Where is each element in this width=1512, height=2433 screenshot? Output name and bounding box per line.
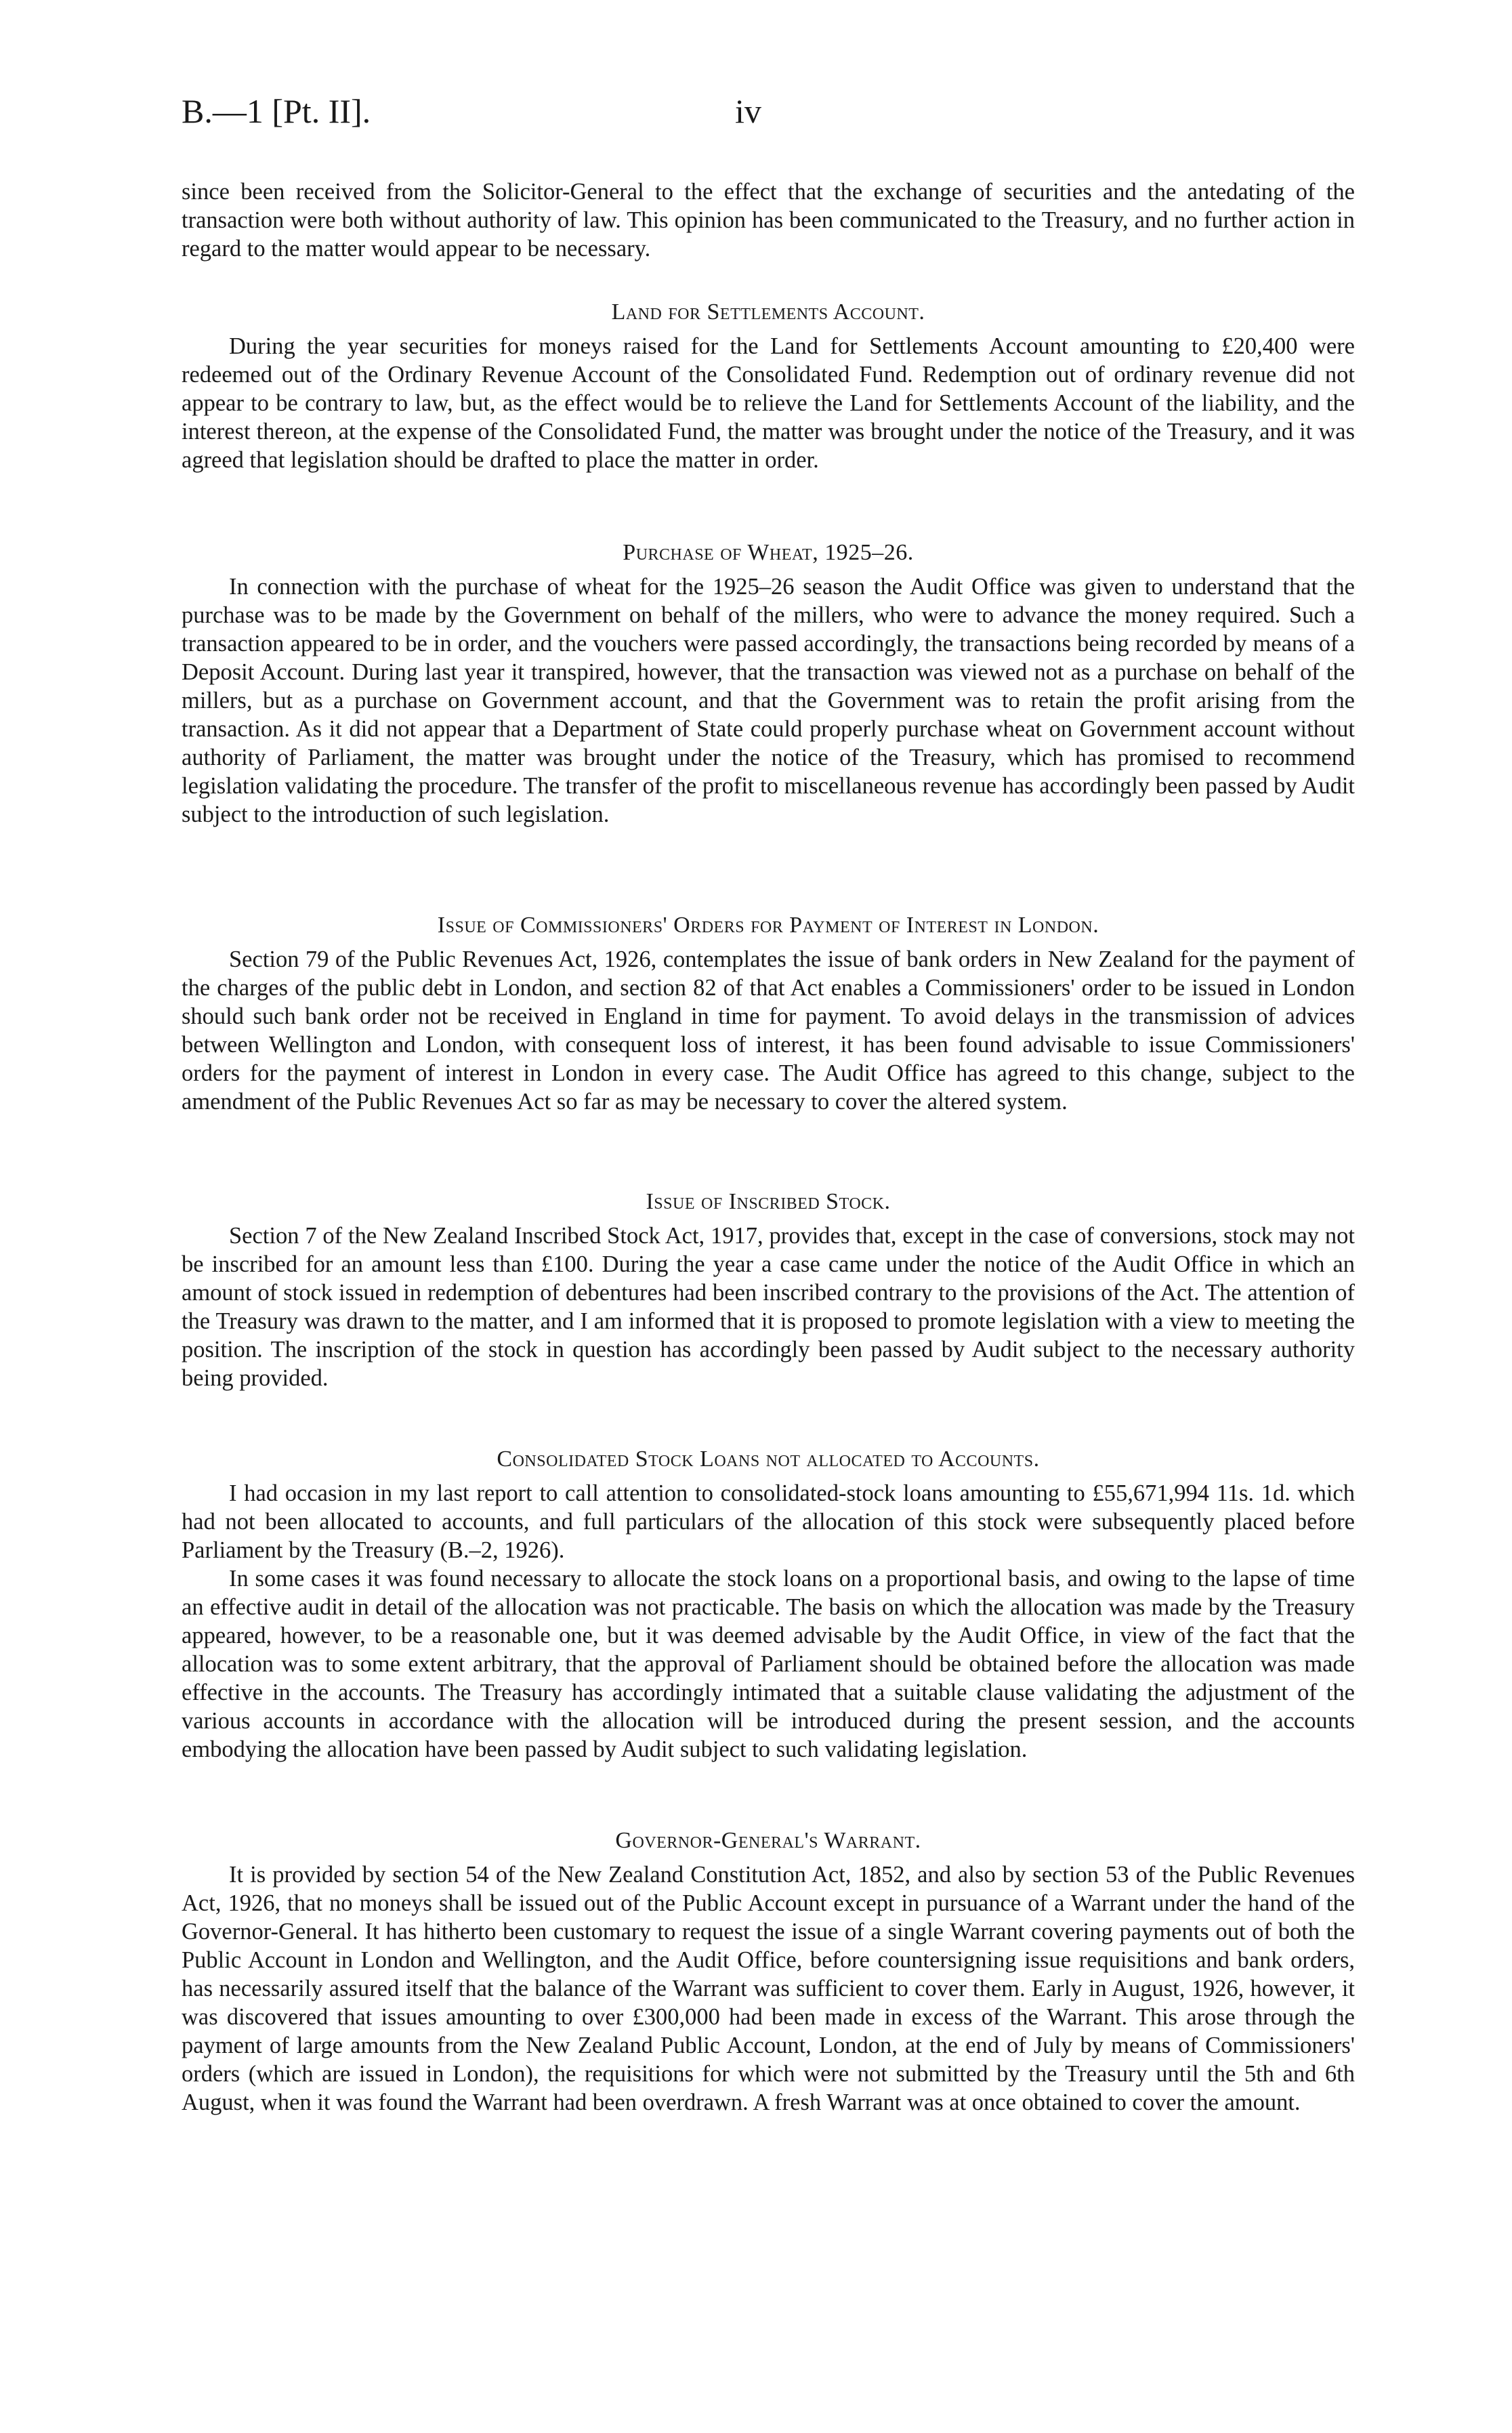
section-heading: Issue of Commissioners' Orders for Payment of Interest in London. (437, 913, 1099, 938)
continuation-block (182, 178, 1355, 263)
section-governor-warrant (182, 1827, 1355, 2117)
section-heading: Land for Settlements Account. (611, 299, 925, 325)
paragraph: During the year securities for moneys raised for the Land for Settlements Account amounting to £20,400 were redeemed out of the Ordinary Revenue Account of the Consolidated Fund. Redemption out of ordinary revenue did not appear to be contrary to law, but, as the effect would be to relieve the Land for Settlements Account of the liability, and the interest thereon, at the expense of the Consolidated Fund, the matter was brought under the notice of the Treasury, and it was agreed that legislation should be drafted to place the matter in order. (182, 333, 1355, 473)
paragraph: Section 79 of the Public Revenues Act, 1926, contemplates the issue of bank orders in New Zealand for the payment of the charges of the public debt in London, and section 82 of that Act enables a Commissioners' order to be issued in London should such bank order not be received in England in time for payment. To avoid delays in the transmission of advices between Wellington and London, with consequent loss of interest, it has been found advisable to issue Commissioners' orders for the payment of interest in London in every case. The Audit Office has agreed to this change, subject to the amendment of the Public Revenues Act so far as may be necessary to cover the altered system. (182, 947, 1355, 1115)
page-number: iv (735, 92, 761, 130)
document-reference: B.—1 [Pt. II]. (182, 92, 371, 130)
paragraph: I had occasion in my last report to call attention to consolidated-stock loans amounting to £55,671,994 11s. 1d. which had not been allocated to accounts, and full particulars of the allocation of this stock were subsequently placed before Parliament by the Treasury (B.–2, 1926). (182, 1480, 1355, 1563)
paragraph: In some cases it was found necessary to allocate the stock loans on a proportional basis, and owing to the lapse of time an effective audit in detail of the allocation was not practicable. The basis on which the allocation was made by the Treasury appeared, however, to be a reasonable one, but it was deemed advisable by the Audit Office, in view of the fact that the allocation was to some extent arbitrary, that the approval of Parliament should be obtained before the allocation was made effective in the accounts. The Treasury has accordingly intimated that a suitable clause validating the adjustment of the various accounts in accordance with the allocation will be introduced during the present session, and the accounts embodying the allocation have been passed by Audit subject to such validating legislation. (182, 1566, 1355, 1762)
section-heading: Governor-General's Warrant. (615, 1828, 921, 1853)
paragraph: It is provided by section 54 of the New Zealand Constitution Act, 1852, and also by section 53 of the Public Revenues Act, 1926, that no moneys shall be issued out of the Public Account except in pursuance of a Warrant under the hand of the Governor-General. It has hitherto been customary to request the issue of a single Warrant covering payments out of both the Public Account in London and Wellington, and the Audit Office, before countersigning issue requisitions and bank orders, has necessarily assured itself that the balance of the Warrant was sufficient to cover them. Early in August, 1926, however, it was discovered that issues amounting to over £300,000 had been made in excess of the Warrant. This arose through the payment of large amounts from the New Zealand Public Account, London, at the end of July by means of Commissioners' orders (which are issued in London), the requisitions for which were not submitted by the Treasury until the 5th and 6th August, when it was found the Warrant had been overdrawn. A fresh Warrant was at once obtained to cover the amount. (182, 1862, 1355, 2115)
continuation-paragraph: since been received from the Solicitor-General to the effect that the exchange of securities and the antedating of the transaction were both without authority of law. This opinion has been communicated to the Treasury, and no further action in regard to the matter would appear to be necessary. (182, 179, 1355, 262)
section-purchase-wheat (182, 539, 1355, 829)
section-heading: Consolidated Stock Loans not allocated to Accounts. (497, 1447, 1040, 1472)
paragraph: Section 7 of the New Zealand Inscribed Stock Act, 1917, provides that, except in the case of conversions, stock may not be inscribed for an amount less than £100. During the year a case came under the notice of the Audit Office in which an amount of stock issued in redemption of debentures had been inscribed contrary to the provisions of the Act. The attention of the Treasury was drawn to the matter, and I am informed that it is proposed to promote legislation with a view to meeting the position. The inscription of the stock in question has accordingly been passed by Audit subject to the necessary authority being provided. (182, 1223, 1355, 1391)
section-inscribed-stock (182, 1188, 1355, 1392)
paragraph: In connection with the purchase of wheat for the 1925–26 season the Audit Office was given to understand that the purchase was to be made by the Government on behalf of the millers, who were to advance the money required. Such a transaction appeared to be in order, and the vouchers were passed accordingly, the transactions being recorded by means of a Deposit Account. During last year it transpired, however, that the transaction was viewed not as a purchase on behalf of the millers, but as a purchase on Government account, and that the Government was to retain the profit arising from the transaction. As it did not appear that a Department of State could properly purchase wheat on Government account without authority of Parliament, the matter was brought under the notice of the Treasury, which has promised to recommend legislation validating the procedure. The transfer of the profit to miscellaneous revenue has accordingly been passed by Audit subject to the introduction of such legislation. (182, 574, 1355, 827)
section-commissioners-orders (182, 911, 1355, 1116)
section-consolidated-stock (182, 1445, 1355, 1764)
section-land-settlements (182, 298, 1355, 474)
section-heading: Purchase of Wheat, 1925–26. (623, 540, 914, 565)
section-heading: Issue of Inscribed Stock. (646, 1189, 891, 1214)
